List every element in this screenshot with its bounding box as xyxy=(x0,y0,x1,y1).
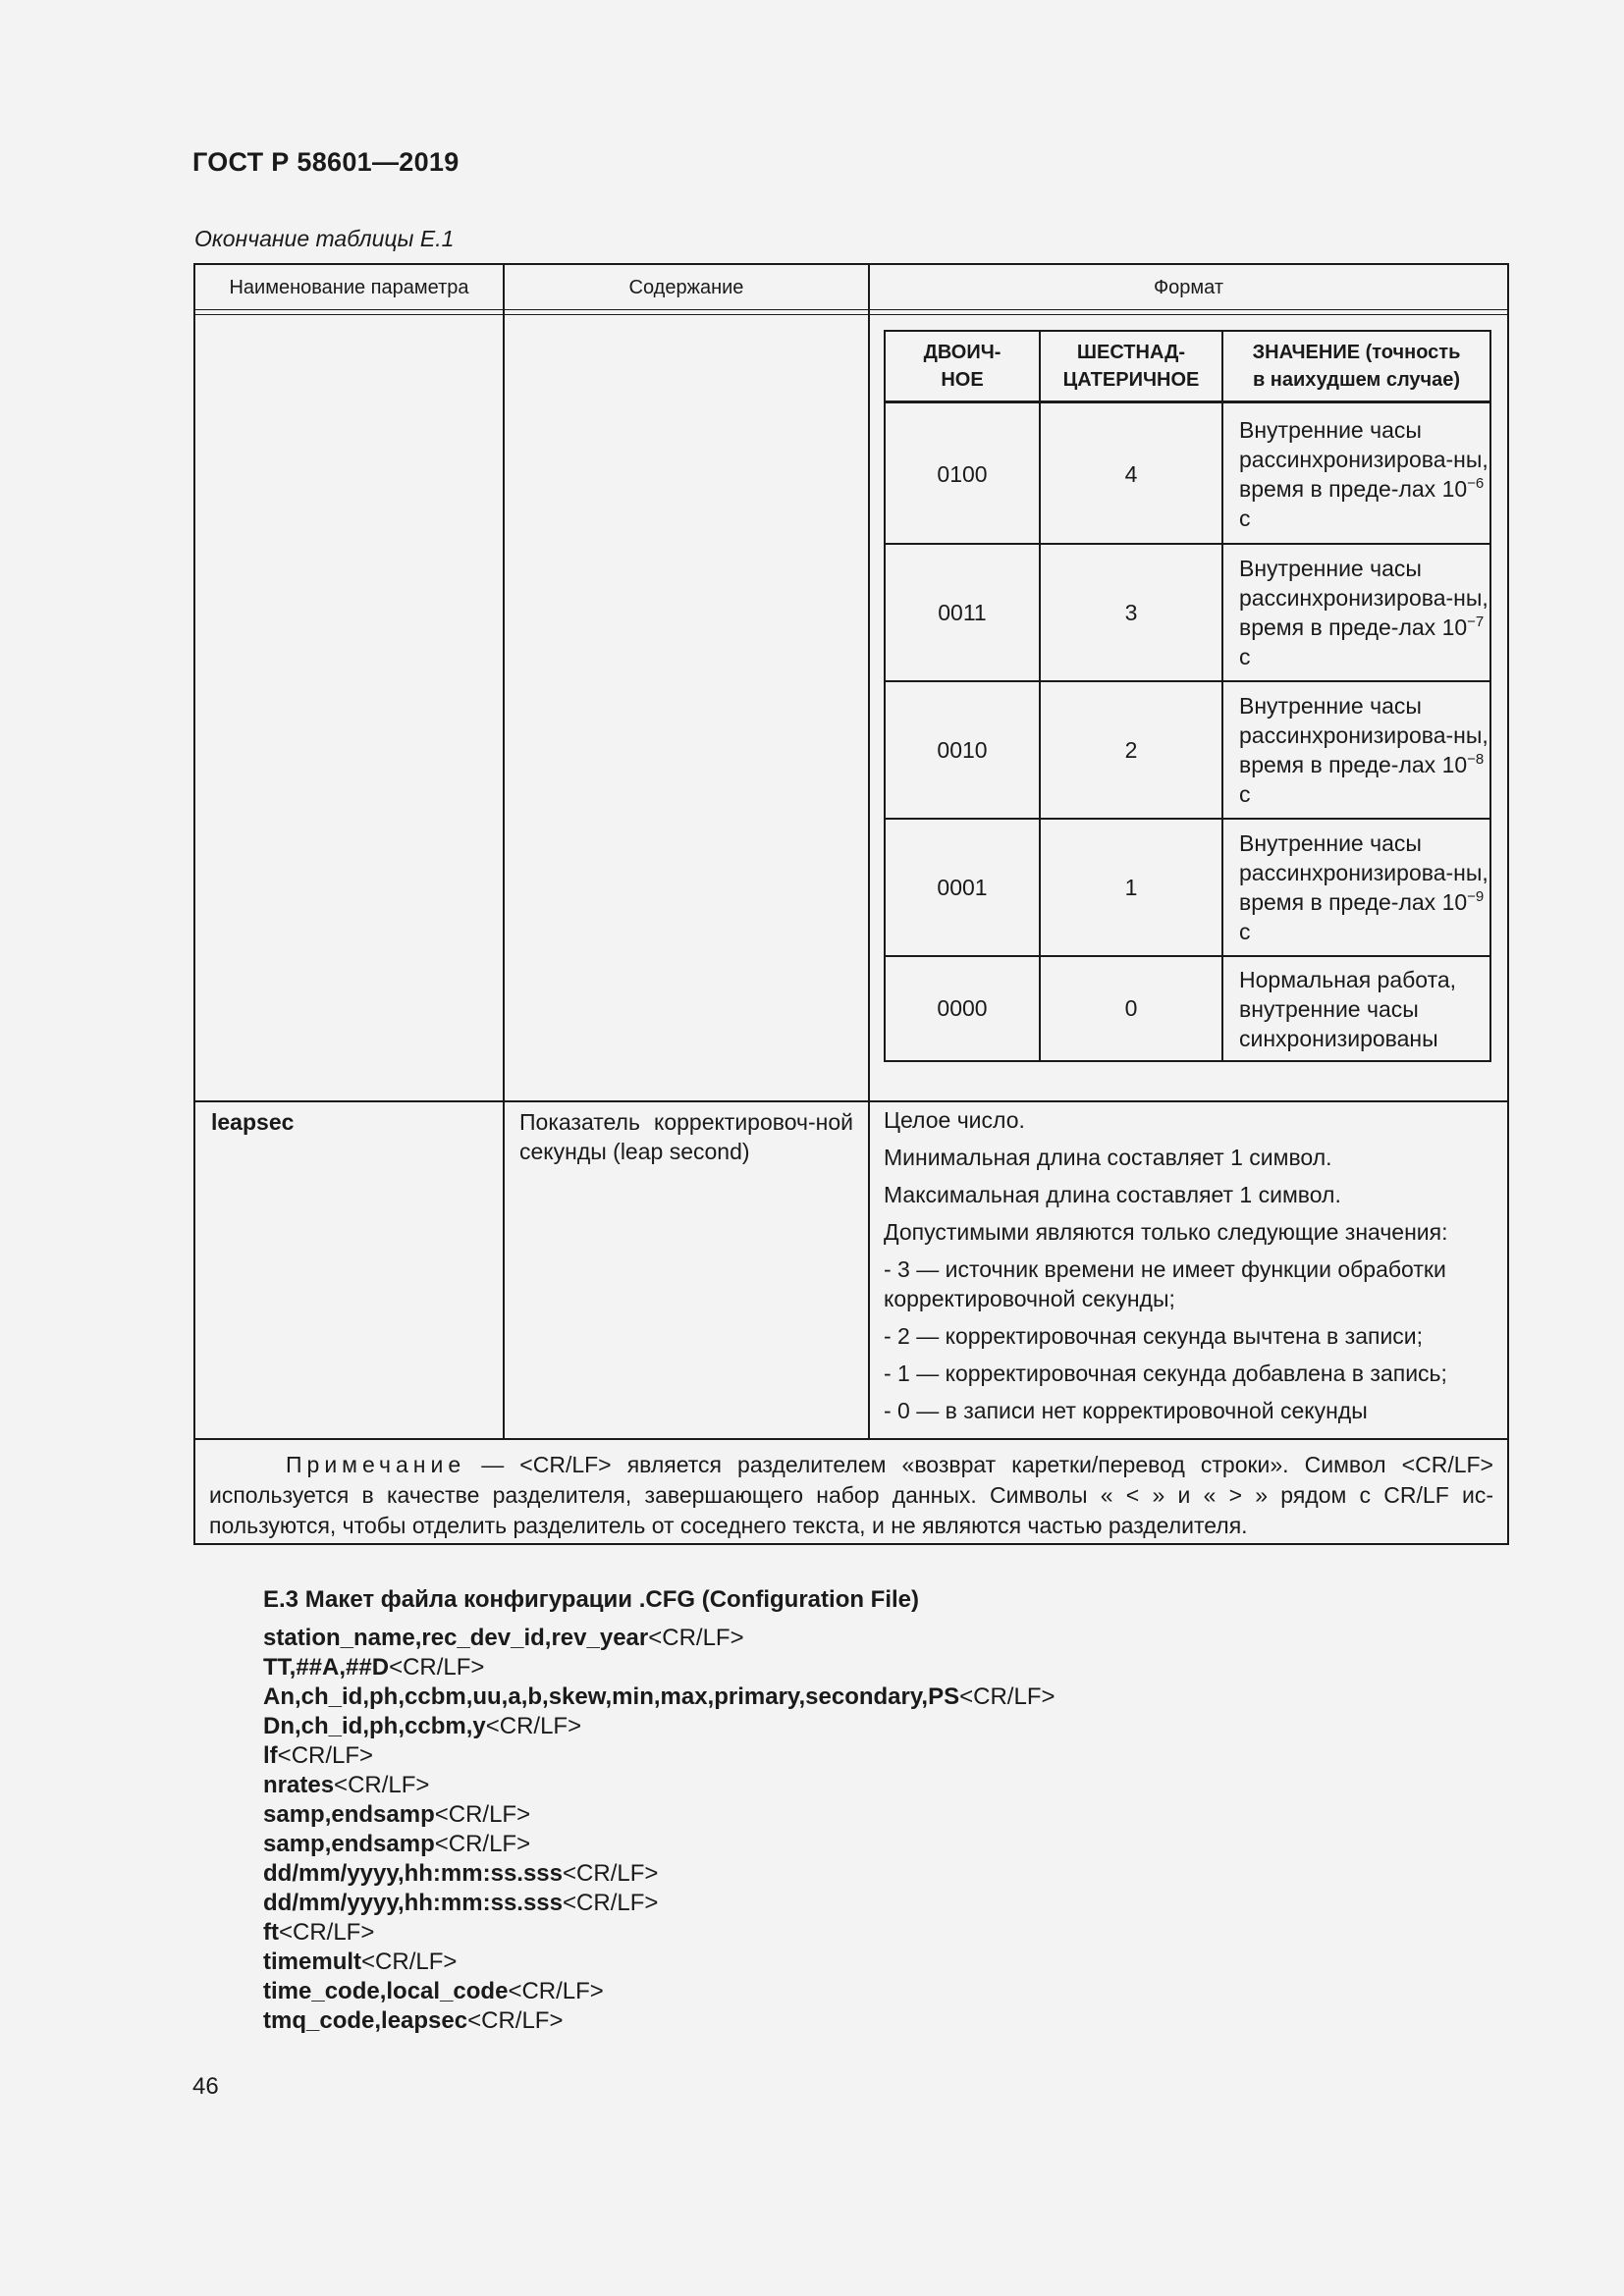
format-line: Допустимыми являются только следующие значения: xyxy=(884,1219,1448,1245)
inner-header-hex: ШЕСТНАД- ЦАТЕРИЧНОЕ xyxy=(1062,342,1200,391)
inner-cell-value: Нормальная работа, внутренние часы синхронизированы xyxy=(1239,966,1457,1051)
cfg-line: station_name,rec_dev_id,rev_year<CR/LF> xyxy=(263,1625,744,1651)
inner-cell-hex: 1 xyxy=(1124,874,1138,900)
format-line: - 2 — корректировочная секунда вычтена в записи; xyxy=(884,1323,1424,1349)
parameter-name: leapsec xyxy=(211,1109,295,1135)
inner-cell-binary: 0000 xyxy=(937,995,988,1021)
cfg-line: timemult<CR/LF> xyxy=(263,1949,458,1975)
column-header-name: Наименование параметра xyxy=(229,276,469,298)
cfg-line: dd/mm/yyyy,hh:mm:ss.sss<CR/LF> xyxy=(263,1860,659,1887)
table-e1 xyxy=(193,263,1509,1545)
inner-cell-binary: 0100 xyxy=(937,460,988,487)
parameter-description: Показатель корректировоч-ной секунды (leap second) xyxy=(519,1109,853,1164)
cfg-line: time_code,local_code<CR/LF> xyxy=(263,1978,604,2004)
cfg-line: An,ch_id,ph,ccbm,uu,a,b,skew,min,max,primary,secondary,PS<CR/LF> xyxy=(263,1683,1056,1710)
column-header-format: Формат xyxy=(1153,276,1224,298)
note-text: — <CR/LF> является разделителем «возврат каретки/перевод строки». Символ <CR/LF> используется в качестве разделителя, завершающего набор данных. Символы « < » и « > » рядом с CR/LF ис-пользуются, чтобы отделить разделитель от соседнего текста, и не являются частью разделителя. xyxy=(209,1452,1493,1538)
table-note xyxy=(209,1450,1493,1541)
inner-cell-value: Внутренние часы рассинхронизирова-ны, время в преде-лах $10^{-9}$ с xyxy=(1239,830,1489,944)
cfg-line: dd/mm/yyyy,hh:mm:ss.sss<CR/LF> xyxy=(263,1890,659,1916)
format-line: Целое число. xyxy=(884,1107,1025,1133)
note-label: Примечание xyxy=(286,1452,466,1477)
column-header-content: Содержание xyxy=(628,276,744,298)
format-line: Максимальная длина составляет 1 символ. xyxy=(884,1182,1341,1207)
cfg-line: samp,endsamp<CR/LF> xyxy=(263,1801,531,1828)
cfg-layout xyxy=(263,1624,1056,2036)
cfg-line: Dn,ch_id,ph,ccbm,y<CR/LF> xyxy=(263,1713,582,1739)
inner-cell-value: Внутренние часы рассинхронизирова-ны, время в преде-лах $10^{-8}$ с xyxy=(1239,693,1489,807)
table-caption: Окончание таблицы Е.1 xyxy=(194,226,455,251)
format-line: - 1 — корректировочная секунда добавлена в запись; xyxy=(884,1361,1447,1386)
inner-header-binary: ДВОИЧ- НОЕ xyxy=(923,342,1001,391)
inner-cell-hex: 3 xyxy=(1124,599,1138,625)
cfg-line: ft<CR/LF> xyxy=(263,1919,375,1946)
inner-cell-binary: 0001 xyxy=(937,874,988,900)
page-number: 46 xyxy=(192,2073,219,2100)
section-title: Е.3 Макет файла конфигурации .CFG (Configuration File) xyxy=(263,1586,920,1613)
format-line: - 3 — источник времени не имеет функции обработки корректировочной секунды; xyxy=(884,1256,1446,1311)
inner-cell-hex: 4 xyxy=(1124,460,1138,487)
cfg-line: lf<CR/LF> xyxy=(263,1742,374,1769)
inner-cell-hex: 2 xyxy=(1124,736,1138,763)
inner-cell-binary: 0011 xyxy=(938,599,987,625)
cfg-line: TT,##A,##D<CR/LF> xyxy=(263,1654,485,1681)
cfg-line: nrates<CR/LF> xyxy=(263,1772,430,1798)
inner-cell-binary: 0010 xyxy=(937,736,988,763)
inner-cell-value: Внутренние часы рассинхронизирова-ны, время в преде-лах $10^{-7}$ с xyxy=(1239,556,1489,669)
format-line: - 0 — в записи нет корректировочной секунды xyxy=(884,1398,1368,1423)
parameter-format xyxy=(884,1105,1502,1433)
inner-header-value: ЗНАЧЕНИЕ (точность в наихудшем случае) xyxy=(1252,342,1461,391)
cfg-line: samp,endsamp<CR/LF> xyxy=(263,1831,531,1857)
inner-cell-hex: 0 xyxy=(1124,995,1138,1021)
format-line: Минимальная длина составляет 1 символ. xyxy=(884,1145,1332,1170)
time-quality-table xyxy=(884,330,1491,1062)
document-header: ГОСТ Р 58601—2019 xyxy=(192,147,460,177)
cfg-line: tmq_code,leapsec<CR/LF> xyxy=(263,2007,564,2034)
inner-cell-value: Внутренние часы рассинхронизирова-ны, время в преде-лах $10^{-6}$ с xyxy=(1239,417,1489,531)
